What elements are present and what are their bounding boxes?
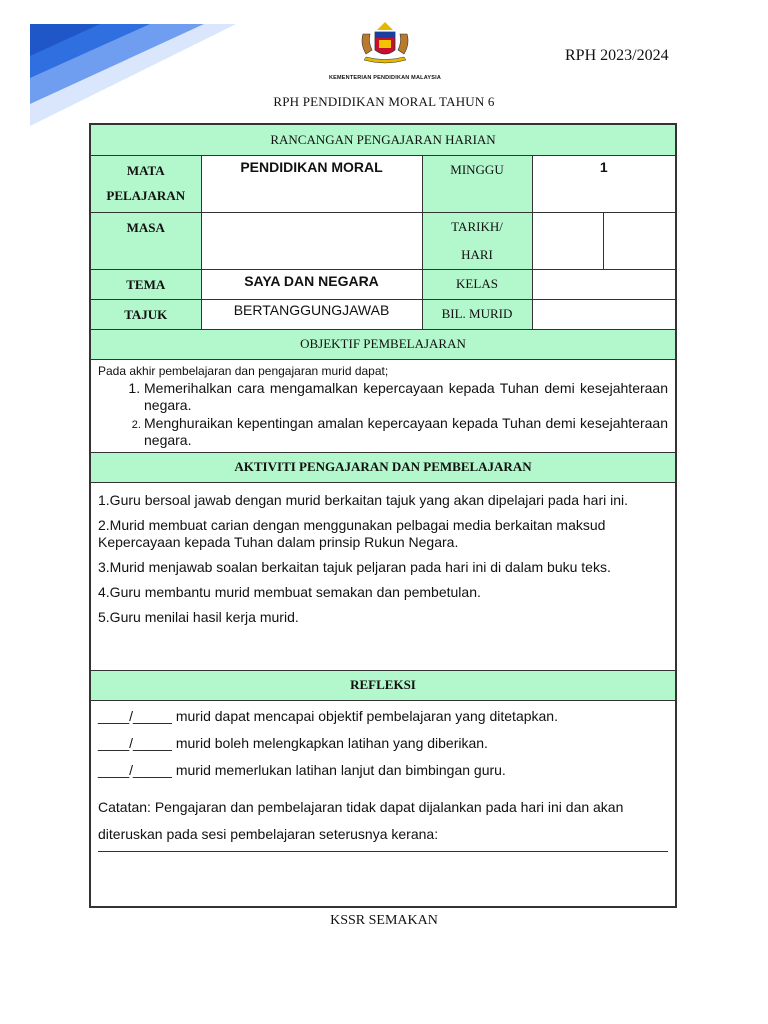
kelas-value	[532, 269, 676, 299]
aktiviti-item: 2.Murid membuat carian dengan menggunakan pelbagai media berkaitan maksud Kepercayaan kepada Tuhan dalam prinsip Rukun Negara.	[98, 516, 606, 550]
aktiviti-item: 1.Guru bersoal jawab dengan murid berkaitan tajuk yang akan dipelajari pada hari ini.	[98, 491, 628, 508]
tarikh-label-line2: HARI	[461, 246, 493, 262]
mata-pelajaran-label	[90, 155, 201, 212]
kelas-label: KELAS	[422, 269, 532, 299]
catatan-answer-line	[98, 851, 668, 852]
tarikh-hari-label	[422, 212, 532, 269]
objektif-item: 2. Menghuraikan kepentingan amalan kepercayaan kepada Tuhan demi kesejahteraan negara.	[144, 415, 668, 450]
refleksi-line: ____/_____ murid memerlukan latihan lanjut dan bimbingan guru.	[98, 761, 506, 778]
tema-label: TEMA	[90, 269, 201, 299]
mata-label-line2: PELAJARAN	[106, 187, 186, 203]
objektif-list	[98, 380, 668, 450]
footer-text: KSSR SEMAKAN	[330, 913, 438, 928]
tema-value: SAYA DAN NEGARA	[201, 269, 422, 299]
bil-murid-label: BIL. MURID	[422, 299, 532, 329]
minggu-value: 1	[532, 155, 676, 212]
rph-year: RPH 2023/2024	[565, 47, 669, 64]
refleksi-line: ____/_____ murid dapat mencapai objektif pembelajaran yang ditetapkan.	[98, 707, 558, 724]
catatan-line1: Catatan: Pengajaran dan pembelajaran tidak dapat dijalankan pada hari ini dan akan	[98, 798, 624, 815]
refleksi-content	[90, 700, 676, 907]
rph-table	[89, 123, 677, 908]
objektif-item: 1. Memerihalkan cara mengamalkan kepercayaan kepada Tuhan demi kesejahteraan negara.	[144, 380, 668, 415]
ministry-crest	[320, 20, 450, 81]
mata-pelajaran-value: PENDIDIKAN MORAL	[201, 155, 422, 212]
tarikh-label-line1: TARIKH/	[451, 218, 503, 234]
hari-value	[603, 212, 676, 269]
coat-of-arms-icon	[356, 20, 414, 68]
minggu-label: MINGGU	[422, 155, 532, 212]
objektif-content	[90, 359, 676, 452]
tarikh-value	[532, 212, 603, 269]
aktiviti-item: 3.Murid menjawab soalan berkaitan tajuk peljaran pada hari ini di dalam buku teks.	[98, 558, 611, 575]
page-title: RPH PENDIDIKAN MORAL TAHUN 6	[273, 94, 495, 109]
objektif-intro: Pada akhir pembelajaran dan pengajaran murid dapat;	[98, 363, 389, 378]
masa-value	[201, 212, 422, 269]
tajuk-label: TAJUK	[90, 299, 201, 329]
objektif-heading: OBJEKTIF PEMBELAJARAN	[90, 329, 676, 359]
tajuk-value: BERTANGGUNGJAWAB	[201, 299, 422, 329]
table-heading: RANCANGAN PENGAJARAN HARIAN	[90, 124, 676, 155]
catatan-line2: diteruskan pada sesi pembelajaran seterusnya kerana:	[98, 825, 439, 842]
corner-decoration	[0, 0, 250, 130]
bil-murid-value	[532, 299, 676, 329]
mata-label-line1: MATA	[126, 162, 165, 178]
aktiviti-heading: AKTIVITI PENGAJARAN DAN PEMBELAJARAN	[90, 452, 676, 482]
masa-label: MASA	[90, 212, 201, 269]
ministry-caption: KEMENTERIAN PENDIDIKAN MALAYSIA	[328, 75, 442, 81]
aktiviti-content	[90, 482, 676, 670]
refleksi-line: ____/_____ murid boleh melengkapkan latihan yang diberikan.	[98, 734, 488, 751]
aktiviti-item: 5.Guru menilai hasil kerja murid.	[98, 608, 299, 625]
aktiviti-item: 4.Guru membantu murid membuat semakan dan pembetulan.	[98, 583, 481, 600]
refleksi-heading: REFLEKSI	[90, 670, 676, 700]
